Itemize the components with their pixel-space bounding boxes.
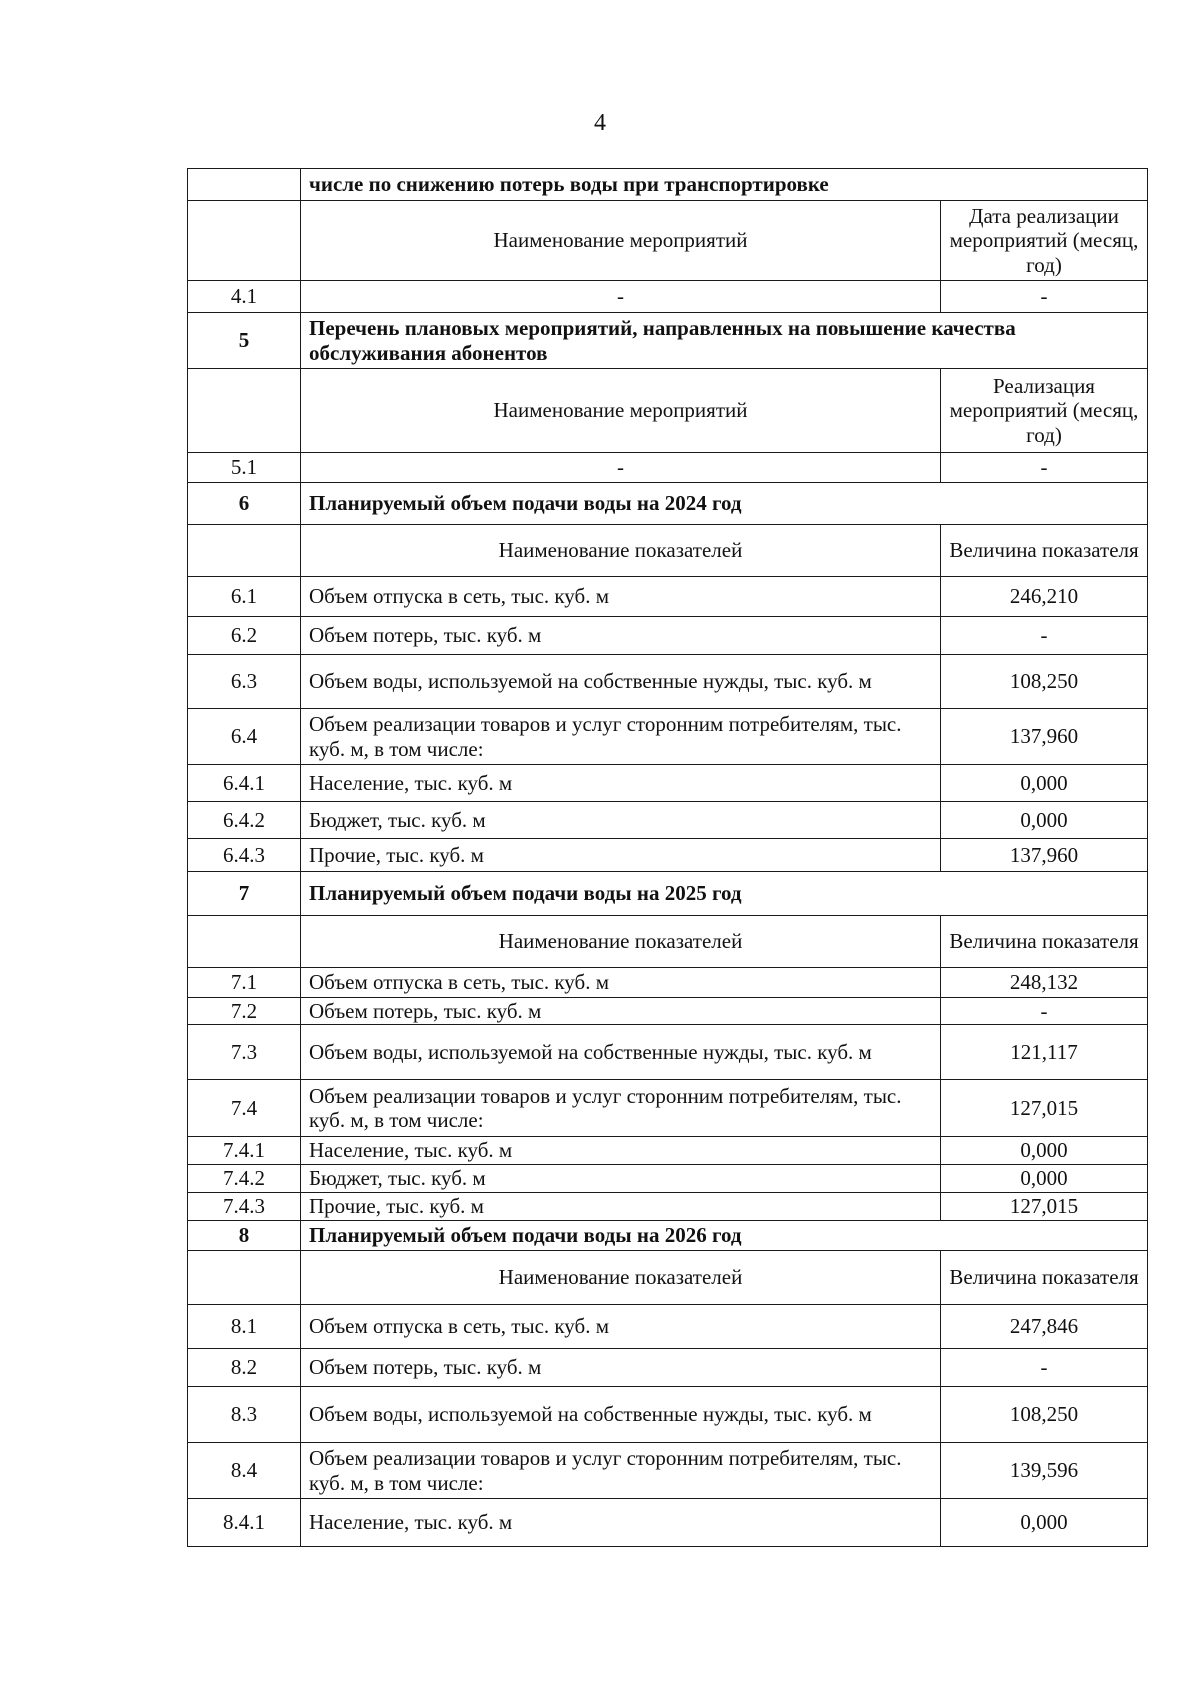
row-number: 7.1	[188, 968, 301, 998]
row-value: 108,250	[941, 1387, 1148, 1443]
row-name: Объем отпуска в сеть, тыс. куб. м	[301, 577, 941, 617]
table-row	[188, 998, 1148, 1025]
header-value: Величина показателя	[941, 1251, 1148, 1305]
row-number: 6.4.2	[188, 802, 301, 839]
table-row	[188, 765, 1148, 802]
section-5-header-row	[188, 369, 1148, 453]
header-number-cell	[188, 916, 301, 968]
section-number: 8	[188, 1221, 301, 1251]
row-name: Бюджет, тыс. куб. м	[301, 802, 941, 839]
row-value: 127,015	[941, 1193, 1148, 1221]
row-value: 121,117	[941, 1025, 1148, 1080]
section-7-header-row	[188, 916, 1148, 968]
row-name: -	[301, 281, 941, 313]
row-number: 8.2	[188, 1349, 301, 1387]
section-title: числе по снижению потерь воды при транспортировке	[301, 169, 1148, 201]
table-row	[188, 1349, 1148, 1387]
row-name: Население, тыс. куб. м	[301, 1137, 941, 1165]
row-name: Население, тыс. куб. м	[301, 765, 941, 802]
row-value: 137,960	[941, 709, 1148, 765]
row-value: 108,250	[941, 655, 1148, 709]
section-title: Перечень плановых мероприятий, направленных на повышение качества обслуживания абонентов	[301, 313, 1148, 369]
row-number: 7.4.3	[188, 1193, 301, 1221]
header-name: Наименование мероприятий	[301, 201, 941, 281]
section-number: 5	[188, 313, 301, 369]
row-name: Объем потерь, тыс. куб. м	[301, 1349, 941, 1387]
section-title: Планируемый объем подачи воды на 2026 год	[301, 1221, 1148, 1251]
row-number: 8.3	[188, 1387, 301, 1443]
row-number: 6.4	[188, 709, 301, 765]
row-number: 7.4	[188, 1080, 301, 1137]
section-8-header-row	[188, 1251, 1148, 1305]
row-name: Объем реализации товаров и услуг сторонним потребителям, тыс. куб. м, в том числе:	[301, 709, 941, 765]
header-number-cell	[188, 201, 301, 281]
row-value: -	[941, 453, 1148, 483]
table-row	[188, 1387, 1148, 1443]
table-row	[188, 1137, 1148, 1165]
section-5-title-row	[188, 313, 1148, 369]
row-value: 248,132	[941, 968, 1148, 998]
row-value: -	[941, 1349, 1148, 1387]
table-row	[188, 1499, 1148, 1547]
section-title: Планируемый объем подачи воды на 2024 год	[301, 483, 1148, 525]
row-name: -	[301, 453, 941, 483]
section-number: 7	[188, 872, 301, 916]
table-row	[188, 453, 1148, 483]
row-name: Объем воды, используемой на собственные нужды, тыс. куб. м	[301, 1025, 941, 1080]
row-value: 127,015	[941, 1080, 1148, 1137]
row-value: 0,000	[941, 1499, 1148, 1547]
row-number: 7.4.1	[188, 1137, 301, 1165]
header-value: Величина показателя	[941, 916, 1148, 968]
row-number: 6.4.3	[188, 839, 301, 872]
table-row	[188, 1305, 1148, 1349]
page-number: 4	[594, 110, 606, 136]
table-row	[188, 968, 1148, 998]
table-row	[188, 1080, 1148, 1137]
header-name: Наименование показателей	[301, 916, 941, 968]
row-value: 247,846	[941, 1305, 1148, 1349]
row-number: 6.1	[188, 577, 301, 617]
row-number: 6.3	[188, 655, 301, 709]
row-name: Объем реализации товаров и услуг сторонним потребителям, тыс. куб. м, в том числе:	[301, 1080, 941, 1137]
table-row	[188, 709, 1148, 765]
table-row	[188, 1193, 1148, 1221]
row-value: -	[941, 281, 1148, 313]
section-number	[188, 169, 301, 201]
table-row	[188, 1025, 1148, 1080]
section-number: 6	[188, 483, 301, 525]
row-value: -	[941, 998, 1148, 1025]
header-name: Наименование показателей	[301, 1251, 941, 1305]
table-row	[188, 577, 1148, 617]
row-number: 7.3	[188, 1025, 301, 1080]
row-value: 137,960	[941, 839, 1148, 872]
header-number-cell	[188, 369, 301, 453]
row-number: 6.4.1	[188, 765, 301, 802]
header-number-cell	[188, 1251, 301, 1305]
header-value: Величина показателя	[941, 525, 1148, 577]
header-name: Наименование мероприятий	[301, 369, 941, 453]
row-name: Объем реализации товаров и услуг сторонним потребителям, тыс. куб. м, в том числе:	[301, 1443, 941, 1499]
row-number: 6.2	[188, 617, 301, 655]
row-number: 7.4.2	[188, 1165, 301, 1193]
row-value: -	[941, 617, 1148, 655]
header-number-cell	[188, 525, 301, 577]
row-number: 7.2	[188, 998, 301, 1025]
table-row	[188, 802, 1148, 839]
row-number: 8.4	[188, 1443, 301, 1499]
row-name: Объем потерь, тыс. куб. м	[301, 998, 941, 1025]
section-title: Планируемый объем подачи воды на 2025 год	[301, 872, 1148, 916]
row-name: Прочие, тыс. куб. м	[301, 839, 941, 872]
row-value: 139,596	[941, 1443, 1148, 1499]
row-name: Объем воды, используемой на собственные нужды, тыс. куб. м	[301, 1387, 941, 1443]
row-name: Бюджет, тыс. куб. м	[301, 1165, 941, 1193]
row-name: Объем отпуска в сеть, тыс. куб. м	[301, 1305, 941, 1349]
row-number: 4.1	[188, 281, 301, 313]
row-value: 0,000	[941, 765, 1148, 802]
row-number: 5.1	[188, 453, 301, 483]
section-4-title-row	[188, 169, 1148, 201]
row-number: 8.4.1	[188, 1499, 301, 1547]
row-value: 0,000	[941, 1137, 1148, 1165]
header-value: Дата реализации мероприятий (месяц, год)	[941, 201, 1148, 281]
table-row	[188, 617, 1148, 655]
header-value: Реализация мероприятий (месяц, год)	[941, 369, 1148, 453]
section-7-title-row	[188, 872, 1148, 916]
row-name: Население, тыс. куб. м	[301, 1499, 941, 1547]
section-6-title-row	[188, 483, 1148, 525]
plan-table	[187, 168, 1148, 1547]
row-value: 0,000	[941, 1165, 1148, 1193]
table-row	[188, 1165, 1148, 1193]
header-name: Наименование показателей	[301, 525, 941, 577]
row-name: Прочие, тыс. куб. м	[301, 1193, 941, 1221]
section-4-header-row	[188, 201, 1148, 281]
row-name: Объем потерь, тыс. куб. м	[301, 617, 941, 655]
table-row	[188, 1443, 1148, 1499]
table-row	[188, 655, 1148, 709]
table-row	[188, 281, 1148, 313]
row-number: 8.1	[188, 1305, 301, 1349]
row-name: Объем отпуска в сеть, тыс. куб. м	[301, 968, 941, 998]
section-6-header-row	[188, 525, 1148, 577]
row-value: 0,000	[941, 802, 1148, 839]
row-value: 246,210	[941, 577, 1148, 617]
section-8-title-row	[188, 1221, 1148, 1251]
row-name: Объем воды, используемой на собственные нужды, тыс. куб. м	[301, 655, 941, 709]
table-row	[188, 839, 1148, 872]
